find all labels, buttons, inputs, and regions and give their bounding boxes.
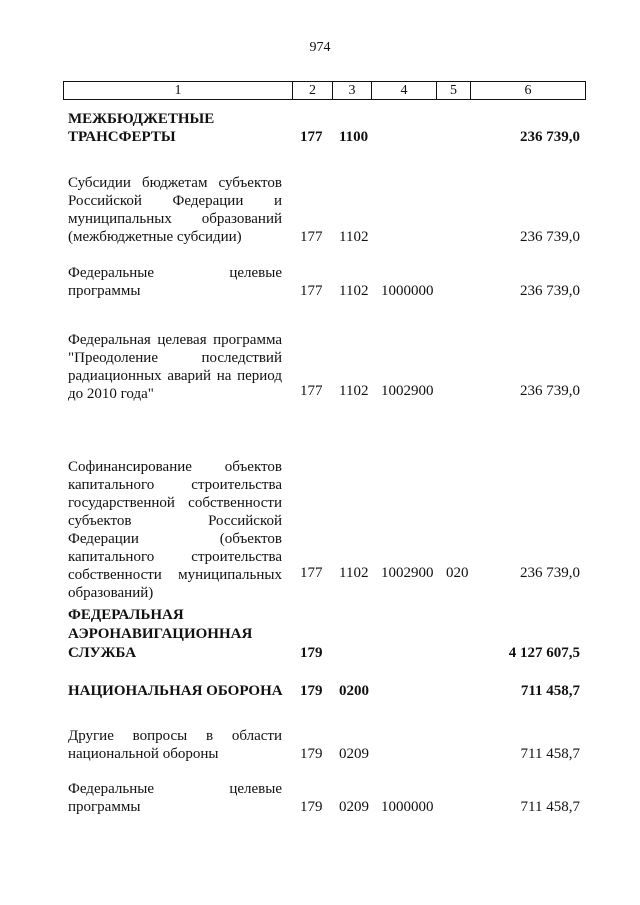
row-description: Федеральные целевые программы [68, 265, 282, 299]
row-ministry-code: 177 [300, 383, 323, 399]
row-ministry-code: 179 [300, 746, 323, 762]
row-amount: 236 739,0 [520, 129, 580, 145]
row-ministry-code: 177 [300, 229, 323, 245]
column-header-3: 3 [333, 82, 372, 100]
row-amount: 236 739,0 [520, 283, 580, 299]
row-ministry-code: 177 [300, 565, 323, 581]
row-target-article: 1000000 [381, 283, 434, 299]
column-header-6: 6 [471, 82, 586, 100]
row-description: Федеральная целевая программа "Преодоление последствий радиационных аварий на период до 2010 года" [68, 332, 282, 402]
column-header-1: 1 [64, 82, 293, 100]
column-header-row [64, 82, 586, 100]
column-header-2: 2 [293, 82, 333, 100]
row-description: Софинансирование объектов капитального строительства государственной собственности субъектов Российской Федерации (объектов капитального строительства собственности муниципальных образований) [68, 459, 282, 601]
row-target-article: 1000000 [381, 799, 434, 815]
row-section-code: 1102 [339, 283, 369, 299]
row-target-article: 1002900 [381, 565, 434, 581]
row-amount: 711 458,7 [520, 746, 580, 762]
row-ministry-code: 179 [300, 645, 323, 661]
row-description: Федеральные целевые программы [68, 781, 282, 815]
row-description: Субсидии бюджетам субъектов Российской Федерации и муниципальных образований (межбюджетные субсидии) [68, 175, 282, 245]
row-ministry-code: 179 [300, 683, 323, 699]
row-section-code: 0200 [339, 683, 369, 699]
column-header-table [63, 81, 586, 100]
row-target-article: 1002900 [381, 383, 434, 399]
row-amount: 236 739,0 [520, 229, 580, 245]
row-section-code: 1102 [339, 229, 369, 245]
row-expense-type: 020 [446, 565, 469, 581]
row-section-code: 0209 [339, 746, 369, 762]
row-ministry-code: 179 [300, 799, 323, 815]
page-number: 974 [309, 40, 331, 55]
column-header-5: 5 [437, 82, 471, 100]
row-description: НАЦИОНАЛЬНАЯ ОБОРОНА [68, 683, 283, 699]
row-amount: 236 739,0 [520, 565, 580, 581]
row-amount: 711 458,7 [520, 799, 580, 815]
row-section-code: 0209 [339, 799, 369, 815]
row-ministry-code: 177 [300, 283, 323, 299]
column-header-4: 4 [372, 82, 437, 100]
row-description: МЕЖБЮДЖЕТНЫЕ ТРАНСФЕРТЫ [68, 111, 215, 145]
row-description: Другие вопросы в области национальной обороны [68, 728, 282, 762]
row-section-code: 1102 [339, 565, 369, 581]
row-section-code: 1100 [339, 129, 369, 145]
row-description: ФЕДЕРАЛЬНАЯ АЭРОНАВИГАЦИОННАЯ СЛУЖБА [68, 607, 253, 661]
row-ministry-code: 177 [300, 129, 323, 145]
row-amount: 711 458,7 [520, 683, 580, 699]
row-amount: 4 127 607,5 [508, 645, 580, 661]
row-amount: 236 739,0 [520, 383, 580, 399]
row-section-code: 1102 [339, 383, 369, 399]
